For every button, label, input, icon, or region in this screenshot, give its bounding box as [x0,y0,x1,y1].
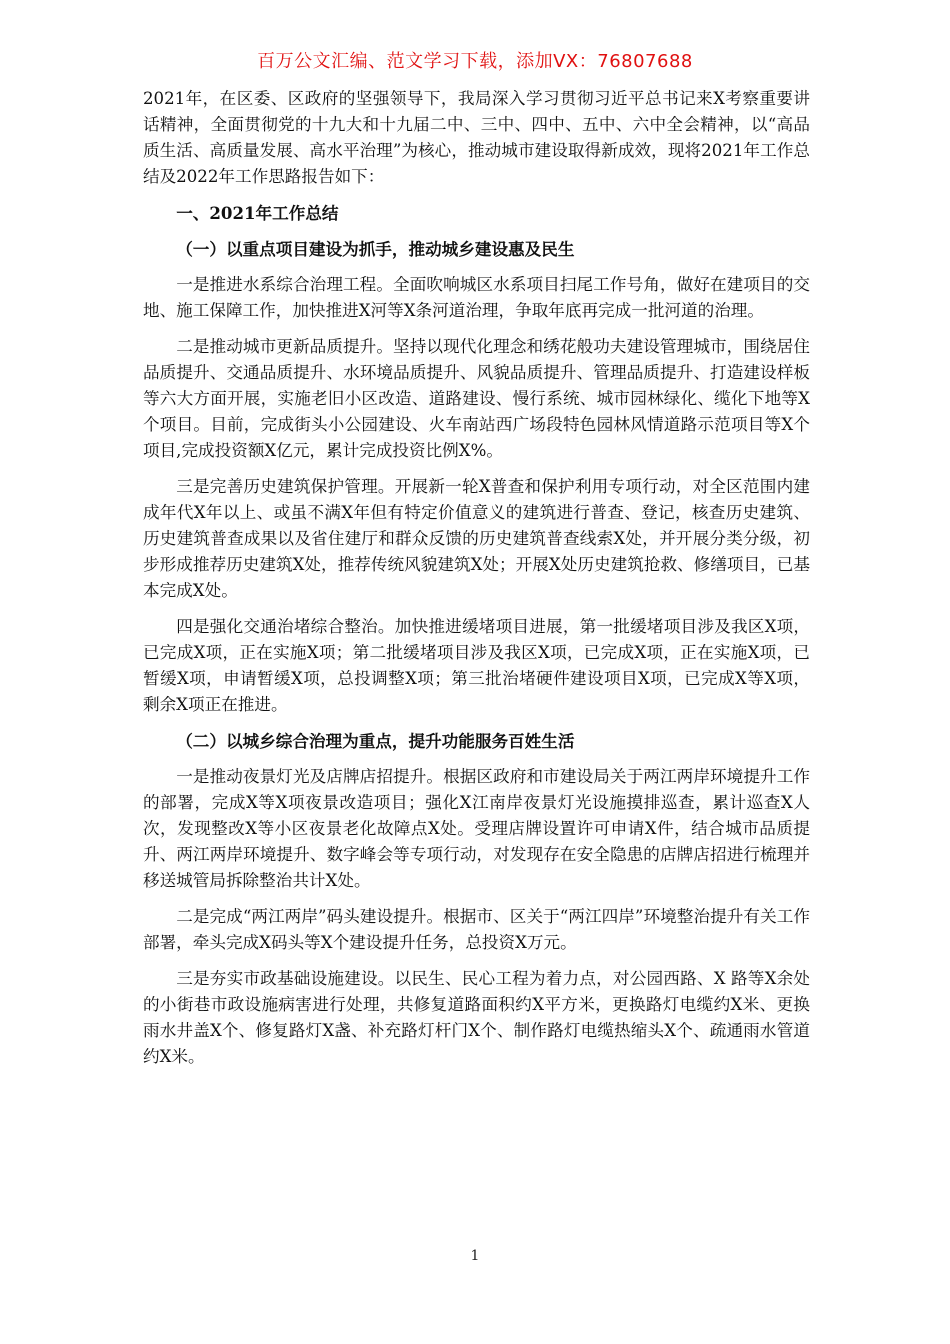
paragraph: 一是推动夜景灯光及店牌店招提升。根据区政府和市建设局关于两江两岸环境提升工作的部署，完成X等X项夜景改造项目；强化X江南岸夜景灯光设施摸排巡查，累计巡查X人次，发现整改X等小区夜景老化故障点X处。受理店牌设置许可申请X件，结合城市品质提升、两江两岸环境提升、数字峰会等专项行动，对发现存在安全隐患的店牌店招进行梳理并移送城管局拆除整治共计X处。 [143,767,810,890]
watermark-banner: 百万公文汇编、范文学习下载，添加VX：76807688 [257,51,693,72]
paragraph: 三是夯实市政基础设施建设。以民生、民心工程为着力点，对公园西路、X 路等X余处的小街巷市政设施病害进行处理，共修复道路面积约X平方米，更换路灯电缆约X米、更换雨水井盖X个、修复路灯X盏、补充路灯杆门X个、制作路灯电缆热缩头X个、疏通雨水管道约X米。 [143,969,810,1066]
paragraph: 二是完成“两江两岸”码头建设提升。根据市、区关于“两江四岸”环境整治提升有关工作部署，牵头完成X码头等X个建设提升任务，总投资X万元。 [143,907,810,952]
subsection-heading: （二）以城乡综合治理为重点，提升功能服务百姓生活 [176,731,575,751]
document-body [143,86,810,1070]
page-number: 1 [470,1248,480,1264]
paragraph: 四是强化交通治堵综合整治。加快推进缓堵项目进展，第一批缓堵项目涉及我区X项，已完成X项，正在实施X项；第二批缓堵项目涉及我区X项，已完成X项，正在实施X项，已暂缓X项，申请暂缓X项，总投调整X项；第三批治堵硬件建设项目X项，已完成X等X项，剩余X项正在推进。 [143,617,810,714]
paragraph: 二是推动城市更新品质提升。坚持以现代化理念和绣花般功夫建设管理城市，围绕居住品质提升、交通品质提升、水环境品质提升、风貌品质提升、管理品质提升、打造建设样板等六大方面开展，实施老旧小区改造、道路建设、慢行系统、城市园林绿化、缆化下地等X个项目。目前，完成街头小公园建设、火车南站西广场段特色园林风情道路示范项目等X个项目,完成投资额X亿元，累计完成投资比例X%。 [143,337,810,460]
intro-paragraph: 2021年，在区委、区政府的坚强领导下，我局深入学习贯彻习近平总书记来X考察重要讲话精神，全面贯彻党的十九大和十九届二中、三中、四中、五中、六中全会精神，以“高品质生活、高质量发展、高水平治理”为核心，推动城市建设取得新成效，现将2021年工作总结及2022年工作思路报告如下： [143,89,810,186]
subsection-heading: （一）以重点项目建设为抓手，推动城乡建设惠及民生 [176,239,575,259]
paragraph: 三是完善历史建筑保护管理。开展新一轮X普查和保护利用专项行动，对全区范围内建成年代X年以上、或虽不满X年但有特定价值意义的建筑进行普查、登记，核查历史建筑、历史建筑普查成果以及省住建厅和群众反馈的历史建筑普查线索X处，并开展分类分级，初步形成推荐历史建筑X处，推荐传统风貌建筑X处；开展X处历史建筑抢救、修缮项目，已基本完成X处。 [143,477,810,600]
section-heading: 一、2021年工作总结 [176,203,339,223]
paragraph: 一是推进水系综合治理工程。全面吹响城区水系项目扫尾工作号角，做好在建项目的交地、施工保障工作，加快推进X河等X条河道治理，争取年底再完成一批河道的治理。 [143,275,810,320]
